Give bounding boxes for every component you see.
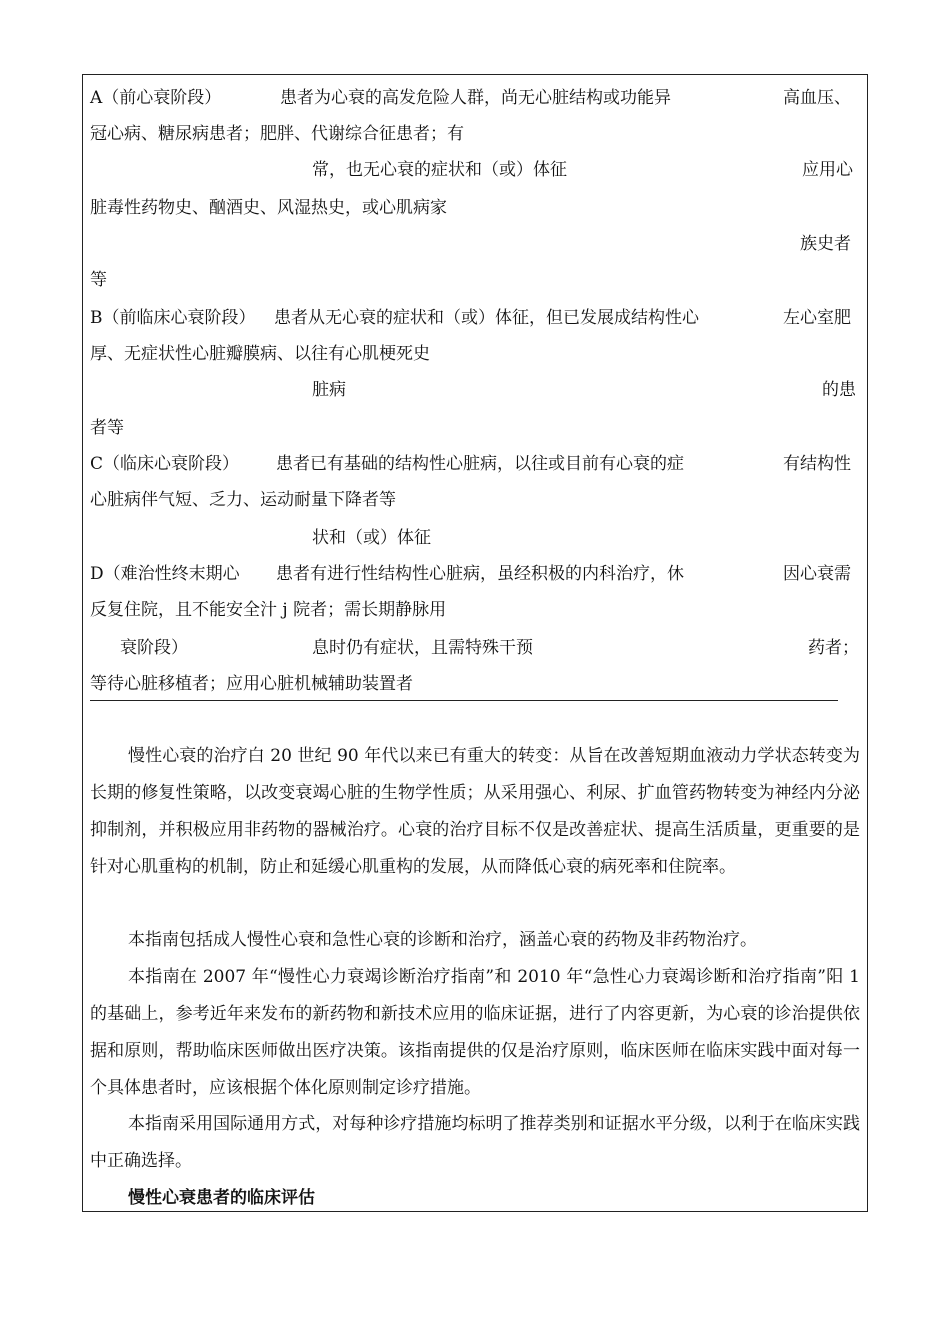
stage-c-label: C（临床心衰阶段） [90,454,240,474]
paragraph-4-text: 本指南采用国际通用方式，对每种诊疗措施均标明了推荐类别和证据水平分级，以利于在临床实践中正确选择。 [90,1114,860,1171]
stage-b-definition-line-2: 脏病 [312,380,346,400]
paragraph-recommendation-grading [90,1106,860,1180]
stage-d-population-line-1: 因心衰需 [783,564,851,584]
stage-c-wrap-line-1: 心脏病伴气短、乏力、运动耐量下降者等 [90,490,396,510]
stage-a-wrap-line-2: 脏毒性药物史、酗酒史、风湿热史，或心肌病家 [90,198,447,218]
paragraph-1-text: 慢性心衰的治疗白 20 世纪 90 年代以来已有重大的转变：从旨在改善短期血液动力学状态转变为长期的修复性策略，以改变衰竭心脏的生物学性质；从采用强心、利尿、扩血管药物转变为神经内分泌抑制剂，并积极应用非药物的器械治疗。心衰的治疗目标不仅是改善症状、提高生活质量，更重要的是针对心肌重构的机制，防止和延缓心肌重构的发展，从而降低心衰的病死率和住院率。 [90,746,860,877]
stage-b-wrap-line-2: 者等 [90,418,124,438]
stage-a-label: A（前心衰阶段） [90,88,222,108]
stage-a-wrap-line-1: 冠心病、糖尿病患者；肥胖、代谢综合征患者；有 [90,124,464,144]
stage-d-label-line-1: D（难治性终末期心 [90,564,240,584]
stage-d-wrap-line-1: 反复住院，且不能安全汁 j 院者；需长期静脉用 [90,600,447,620]
paragraph-2-text: 本指南包括成人慢性心衰和急性心衰的诊断和治疗，涵盖心衰的药物及非药物治疗。 [128,930,757,950]
stage-a-population-line-3: 族史者 [800,234,851,254]
stage-a-population-line-2: 应用心 [802,160,853,180]
stage-a-wrap-line-3: 等 [90,270,107,290]
paragraph-scope [90,922,860,959]
stage-b-wrap-line-1: 厚、无症状性心脏瓣膜病、以往有心肌梗死史 [90,344,430,364]
stage-d-population-line-2: 药者； [808,638,859,658]
section-heading [90,1180,860,1217]
stage-d-wrap-line-2: 等待心脏移植者；应用心脏机械辅助装置者 [90,674,413,694]
stage-c-definition-line-2: 状和（或）体征 [312,528,431,548]
stage-a-population-line-1: 高血压、 [783,88,851,108]
stage-a-definition-line-1: 患者为心衰的高发危险人群，尚无心脏结构或功能异 [280,88,671,108]
stage-d-definition-line-1: 患者有进行性结构性心脏病，虽经积极的内科治疗，休 [276,564,684,584]
stage-d-definition-line-2: 息时仍有症状，且需特殊干预 [312,638,533,658]
paragraph-guideline-basis [90,959,860,1107]
stage-b-population-line-2: 的患 [822,380,856,400]
table-bottom-rule [90,700,838,701]
stage-c-population-line-1: 有结构性 [783,454,851,474]
stage-b-definition-line-1: 患者从无心衰的症状和（或）体征，但已发展成结构性心 [274,308,699,328]
stage-c-definition-line-1: 患者已有基础的结构性心脏病，以往或目前有心衰的症 [276,454,684,474]
stage-a-definition-line-2: 常，也无心衰的症状和（或）体征 [312,160,567,180]
paragraph-3-text: 本指南在 2007 年“慢性心力衰竭诊断治疗指南”和 2010 年“急性心力衰竭诊断和治疗指南”阳 1 的基础上，参考近年来发布的新药物和新技术应用的临床证据，进行了内容更新，为心衰的诊治提供依据和原则，帮助临床医师做出医疗决策。该指南提供的仅是治疗原则，临床医师在临床实践中面对每一个具体患者时，应该根据个体化原则制定诊疗措施。 [90,967,860,1098]
paragraph-treatment-history [90,738,860,886]
stage-b-population-line-1: 左心室肥 [783,308,851,328]
stage-d-label-line-2: 衰阶段） [120,638,188,658]
section-heading-text: 慢性心衰患者的临床评估 [128,1188,315,1208]
stage-b-label: B（前临床心衰阶段） [90,308,256,328]
